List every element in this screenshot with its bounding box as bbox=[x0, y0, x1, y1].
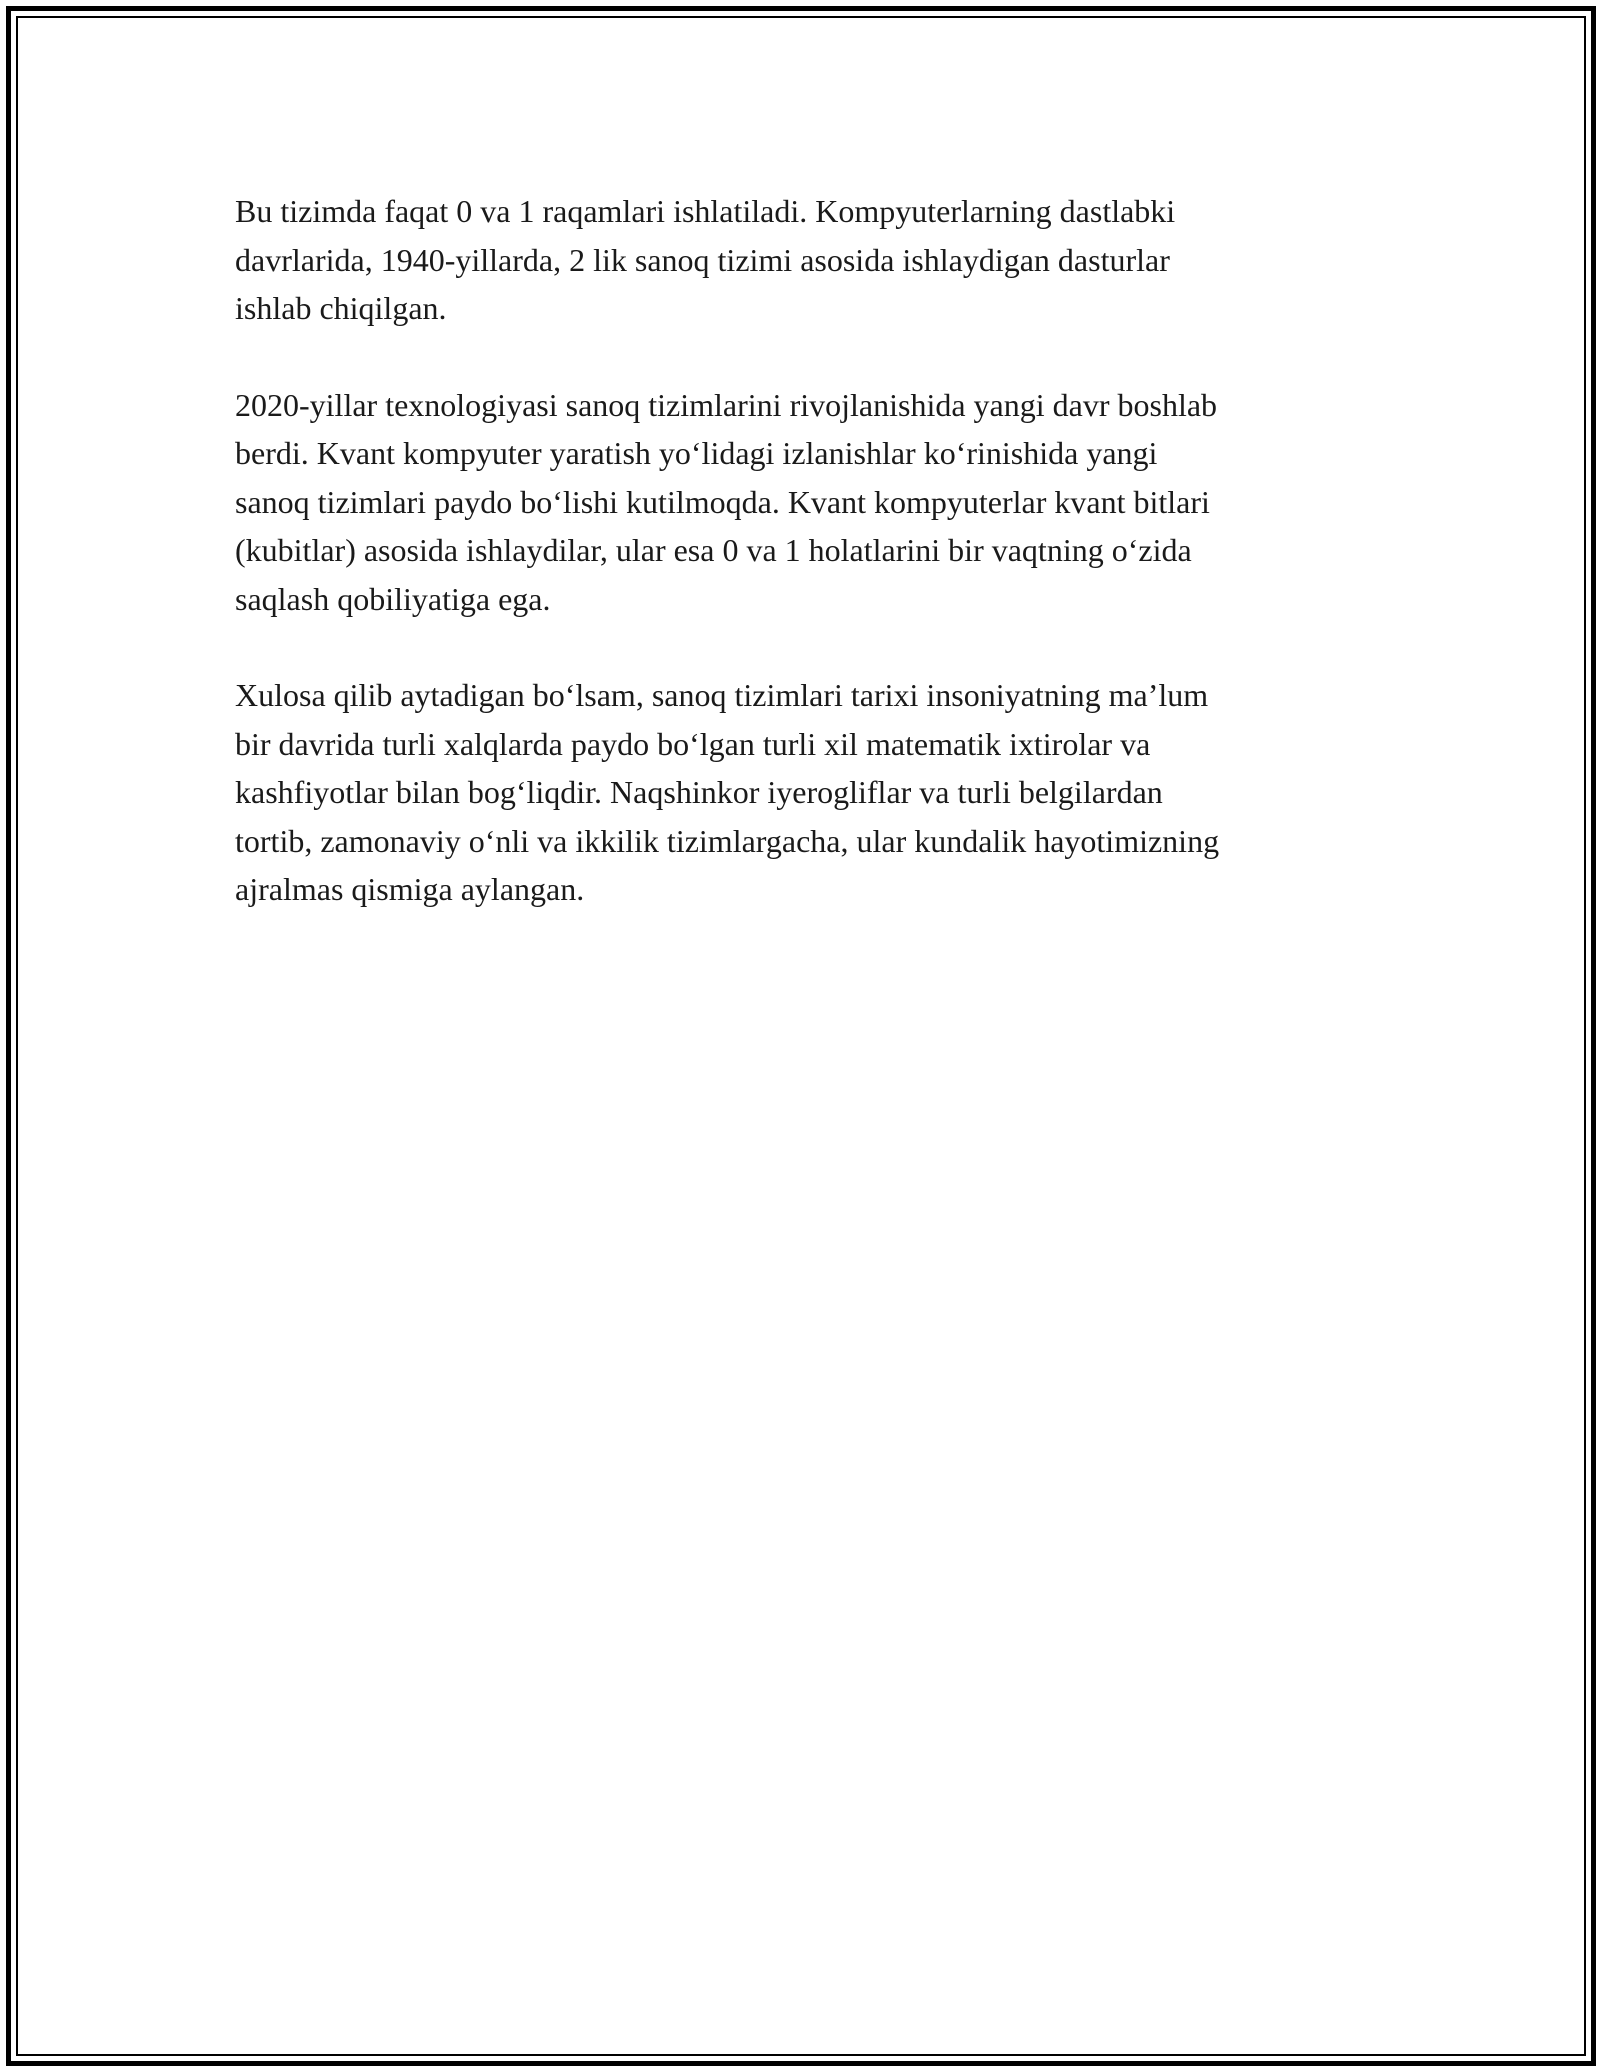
paragraph-binary-system: Bu tizimda faqat 0 va 1 raqamlari ishlatiladi. Kompyuterlarning dastlabki davrlarida, 1940-yillarda, 2 lik sanoq tizimi asosida ishlaydigan dasturlar ishlab chiqilgan. bbox=[235, 193, 1176, 326]
paragraph-conclusion: Xulosa qilib aytadigan boʻlsam, sanoq tizimlari tarixi insoniyatning maʼlum bir davrida turli xalqlarda paydo boʻlgan turli xil matematik ixtirolar va kashfiyotlar bilan bogʻliqdir. Naqshinkor iyerogliflar va turli belgilardan tortib, zamonaviy oʻnli va ikkilik tizimlargacha, ular kundalik hayotimizning ajralmas qismiga aylangan. bbox=[235, 677, 1220, 907]
paragraph-quantum-computing: 2020-yillar texnologiyasi sanoq tizimlarini rivojlanishida yangi davr boshlab berdi. Kvant kompyuter yaratish yoʻlidagi izlanishlar koʻrinishida yangi sanoq tizimlari paydo boʻlishi kutilmoqda. Kvant kompyuterlar kvant bitlari (kubitlar) asosida ishlaydilar, ular esa 0 va 1 holatlarini bir vaqtning oʻzida saqlash qobiliyatiga ega. bbox=[235, 386, 1218, 617]
document-body bbox=[235, 187, 1375, 962]
